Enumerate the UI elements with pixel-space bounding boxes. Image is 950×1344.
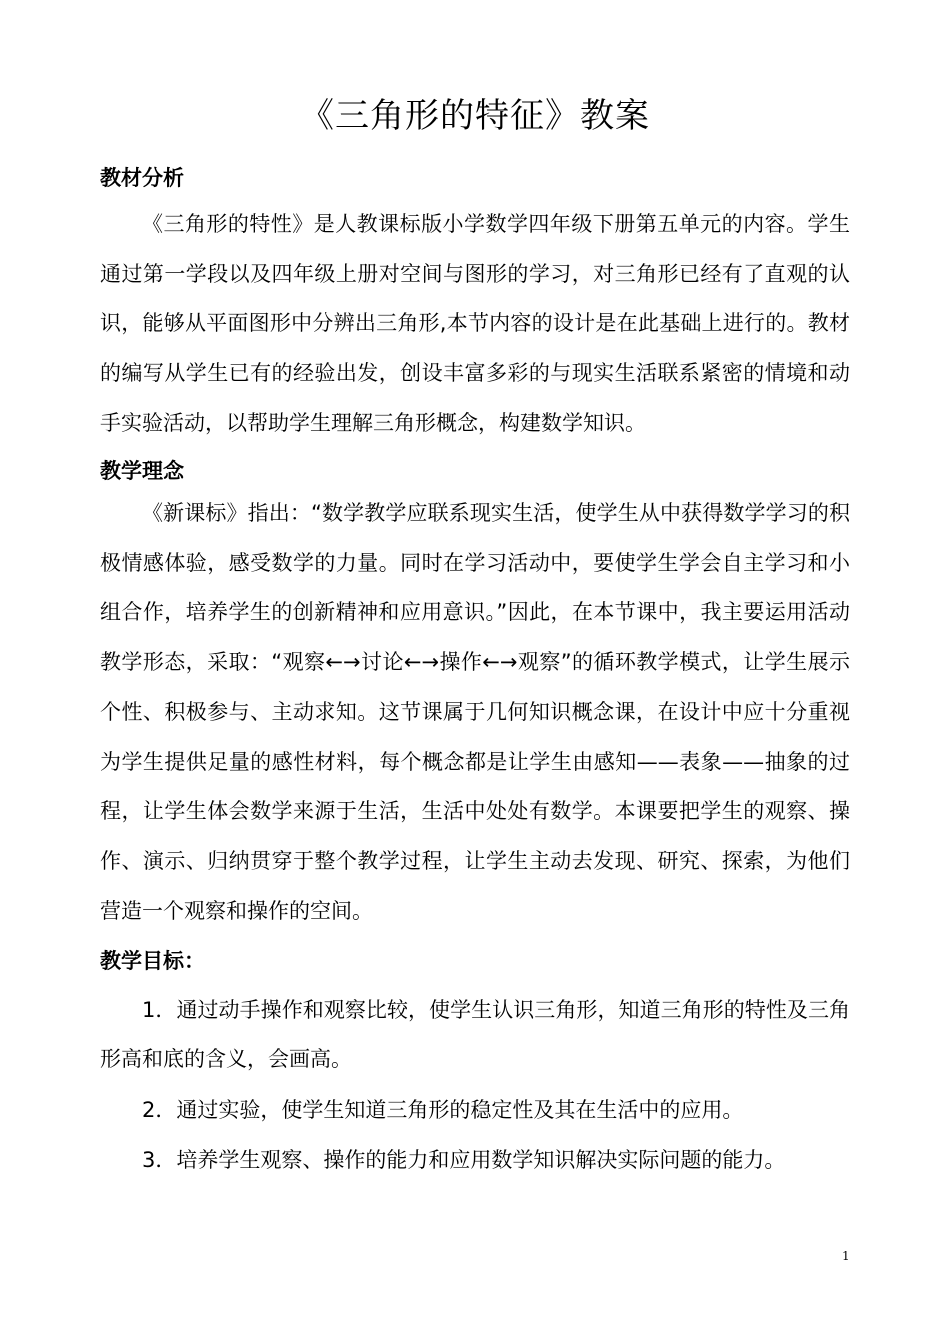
section-heading-teaching-philosophy: 教学理念 xyxy=(100,459,184,483)
objective-item-2: 2．通过实验，使学生知道三角形的稳定性及其在生活中的应用。 xyxy=(142,1098,744,1122)
paragraph-text: 《新课标》指出：“数学教学应联系现实生活，使学生从中获得数学学习的积极情感体验，感受数学的力量。同时在学习活动中，要使学生学会自主学习和小组合作，培养学生的创新精神和应用意识。”因此，在本节课中，我主要运用活动教学形态，采取：“观察←→讨论←→操作←→观察”的循环教学模式，让学生展示个性、积极参与、主动求知。这节课属于几何知识概念课，在设计中应十分重视为学生提供足量的感性材料，每个概念都是让学生由感知——表象——抽象的过程，让学生体会数学来源于生活，生活中处处有数学。本课要把学生的观察、操作、演示、归纳贯穿于整个教学过程，让学生主动去发现、研究、探索，为他们营造一个观察和操作的空间。 xyxy=(100,501,850,923)
section-heading-textbook-analysis: 教材分析 xyxy=(100,166,184,190)
section-heading-teaching-objectives: 教学目标： xyxy=(100,949,205,973)
objective-item-3: 3．培养学生观察、操作的能力和应用数学知识解决实际问题的能力。 xyxy=(142,1148,786,1172)
section-paragraph-textbook-analysis xyxy=(100,200,850,449)
section-paragraph-teaching-philosophy xyxy=(100,489,850,936)
objective-item-1: 1．通过动手操作和观察比较，使学生认识三角形，知道三角形的特性及三角形高和底的含义，会画高。 xyxy=(100,998,850,1071)
page-number: 1 xyxy=(842,1249,850,1263)
document-title: 《三角形的特征》教案 xyxy=(300,96,650,136)
paragraph-text: 《三角形的特性》是人教课标版小学数学四年级下册第五单元的内容。学生通过第一学段以及四年级上册对空间与图形的学习，对三角形已经有了直观的认识，能够从平面图形中分辨出三角形,本节内容的设计是在此基础上进行的。教材的编写从学生已有的经验出发，创设丰富多彩的与现实生活联系紧密的情境和动手实验活动，以帮助学生理解三角形概念，构建数学知识。 xyxy=(100,212,850,435)
